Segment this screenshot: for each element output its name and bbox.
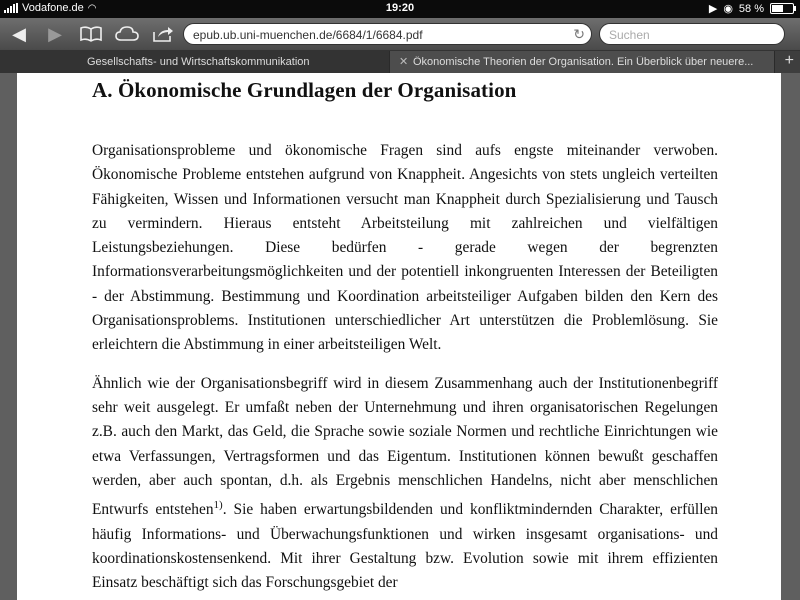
section-heading: A. Ökonomische Grundlagen der Organisation	[92, 78, 517, 102]
paragraph-text: . Sie haben erwartungsbildenden und konfliktmindernden Charakter, erfüllen häufig Informations- und Überwachungsfunktionen und wirken insgesamt organisations- und koordinationskostensenkend. Mit ihrer Gestaltung bzw. Evolution sowie mit ihrem effizienten Einsatz beschäftigt sich das Forschungsgebiet der	[92, 501, 718, 592]
share-button[interactable]	[150, 22, 176, 46]
paragraph	[92, 372, 718, 596]
bookmarks-button[interactable]	[78, 22, 104, 46]
wifi-icon: ◠	[87, 2, 97, 14]
footnote-marker[interactable]: 1)	[213, 499, 223, 512]
rotation-lock-icon: ◉	[723, 3, 733, 15]
search-placeholder: Suchen	[609, 28, 650, 42]
battery-percent: 58 %	[738, 2, 764, 15]
tab-label: Gesellschafts- und Wirtschaftskommunikation	[87, 56, 310, 68]
paragraph: Organisationsprobleme und ökonomische Fragen sind aufs engste miteinander verwoben. Ökonomische Probleme entstehen aufgrund von Knappheit. Angesichts von stets ungleich verteilten Fähigkeiten, Wissen und Informationen versucht man Knappheit durch Spezialisierung und Tausch zu vermindern. Hieraus entsteht Arbeitsteilung mit zahlreichen und vielfältigen Leistungsbeziehungen. Diese bedürfen - gerade wegen der begrenzten Informationsverarbeitungsmöglichkeiten und der potentiell inkongruenten Interessen der Beteiligten - der Abstimmung. Bestimmung und Koordination arbeitsteiliger Aufgaben bilden den Kern des Organisationsproblems. Institutionen unterschiedlicher Art unterstützen die Problemlösung. Sie erleichtern die Abstimmung in einer arbeitsteiligen Welt.	[92, 142, 718, 354]
book-icon	[80, 26, 102, 42]
reload-icon[interactable]: ↻	[573, 26, 585, 42]
play-icon: ▶	[708, 3, 718, 15]
search-input[interactable]	[599, 23, 785, 45]
back-button[interactable]	[7, 22, 31, 46]
status-right	[709, 2, 794, 15]
browser-toolbar	[0, 18, 800, 51]
share-icon	[152, 26, 174, 42]
paragraph-text: Ähnlich wie der Organisationsbegriff wird in diesem Zusammenhang auch der Institutionenbegriff sehr weit ausgelegt. Er umfaßt neben der Unternehmung und ihren organisatorischen Regelungen z.B. auch den Markt, das Geld, die Sprache sowie soziale Normen und rechtliche Einrichtungen wie etwa Verfassungen, Vertragsformen und das Eigentum. Institutionen können bewußt geschaffen werden, aber auch spontan, d.h. als Ergebnis menschlichen Handelns, nicht aber menschlichen Entwurfs entstehen	[92, 374, 718, 519]
close-tab-icon[interactable]: ✕	[399, 56, 409, 68]
url-text: epub.ub.uni-muenchen.de/6684/1/6684.pdf	[193, 28, 423, 42]
tab-label: Ökonomische Theorien der Organisation. Ein Überblick über neuere...	[413, 56, 754, 68]
back-arrow-icon: ◀	[12, 23, 26, 44]
address-bar[interactable]	[183, 23, 592, 45]
document-body	[92, 77, 718, 595]
clock: 19:20	[385, 2, 415, 14]
icloud-button[interactable]	[114, 22, 140, 46]
tab-gesellschafts[interactable]	[0, 51, 390, 73]
carrier-label: Vodafone.de	[22, 2, 84, 14]
new-tab-button[interactable]: +	[784, 52, 794, 69]
battery-icon	[770, 3, 794, 14]
tab-bar	[0, 51, 800, 73]
forward-arrow-icon: ▶	[48, 23, 62, 44]
tab-oekonomische[interactable]	[390, 51, 775, 73]
pdf-page[interactable]	[17, 73, 781, 600]
forward-button[interactable]	[43, 22, 67, 46]
cloud-icon	[115, 26, 139, 42]
status-bar	[0, 0, 800, 18]
